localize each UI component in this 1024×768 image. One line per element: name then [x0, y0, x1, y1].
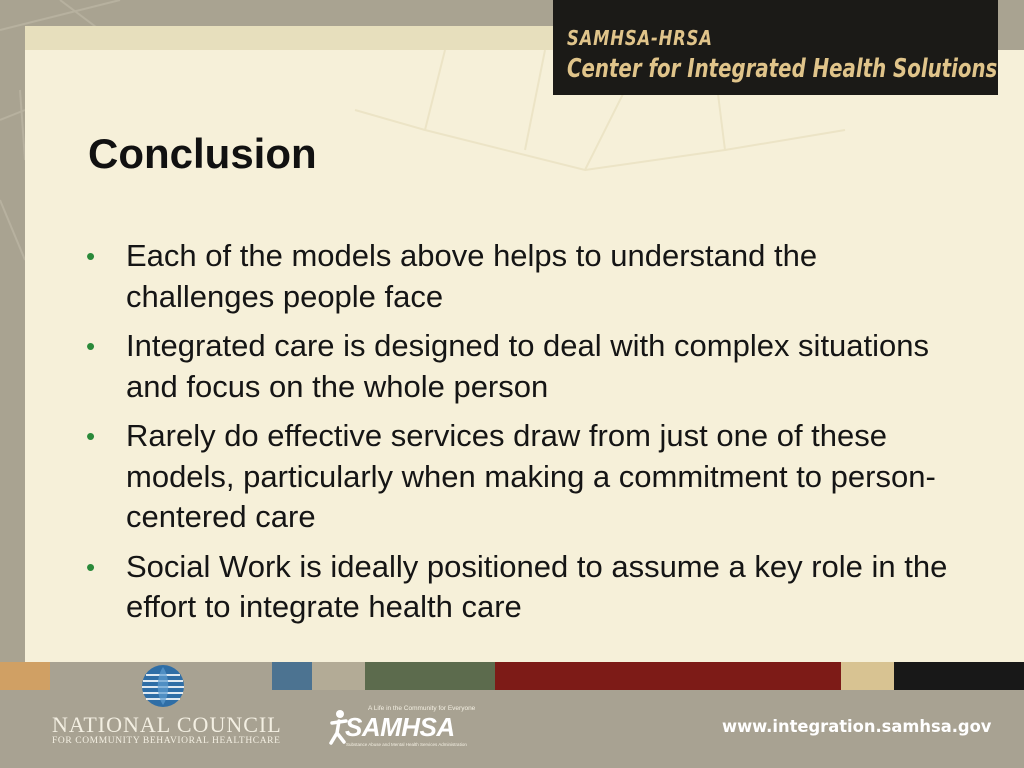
samhsa-logo-text: SAMHSA	[345, 712, 455, 742]
bullet-dot-icon: •	[86, 331, 96, 361]
color-band-segment	[0, 662, 50, 690]
color-band-segment	[495, 662, 841, 690]
bullet-item	[84, 326, 964, 407]
panel-top-strip	[25, 26, 553, 50]
brand-header	[553, 0, 998, 95]
brand-title-short: SAMHSA-HRSA	[567, 26, 713, 50]
color-band-segment	[841, 662, 894, 690]
national-council-logo-icon	[140, 663, 186, 709]
color-band-segment	[312, 662, 365, 690]
bullet-text: Integrated care is designed to deal with complex situations and focus on the whole person	[126, 328, 930, 404]
bullet-dot-icon: •	[86, 551, 96, 582]
bullet-dot-icon: •	[86, 421, 96, 451]
bullet-text: Social Work is ideally positioned to assume a key role in the effort to integrate health care	[126, 548, 948, 624]
national-council-subtitle: FOR COMMUNITY BEHAVIORAL HEALTHCARE	[52, 736, 281, 746]
bullet-item	[84, 236, 964, 317]
color-band-segment	[272, 662, 312, 690]
samhsa-subtitle: Substance Abuse and Mental Health Services Administration	[346, 742, 467, 747]
bullet-text: Rarely do effective services draw from just one of these models, particularly when making a commitment to person-centered care	[126, 418, 936, 534]
bullet-item	[84, 416, 964, 538]
samhsa-tagline: A Life in the Community for Everyone	[368, 705, 476, 712]
color-band-segment	[894, 662, 1024, 690]
bullet-dot-icon: •	[86, 241, 96, 271]
color-band-segment	[365, 662, 495, 690]
bullet-text: Each of the models above helps to understand the challenges people face	[126, 238, 818, 314]
website-url: www.integration.samhsa.gov	[722, 717, 992, 737]
national-council-name: NATIONAL COUNCIL	[52, 712, 282, 737]
brand-title-full: Center for Integrated Health Solutions	[567, 54, 998, 84]
slide-title: Conclusion	[88, 130, 317, 177]
bullet-item	[84, 547, 964, 628]
bullet-list	[84, 236, 964, 637]
